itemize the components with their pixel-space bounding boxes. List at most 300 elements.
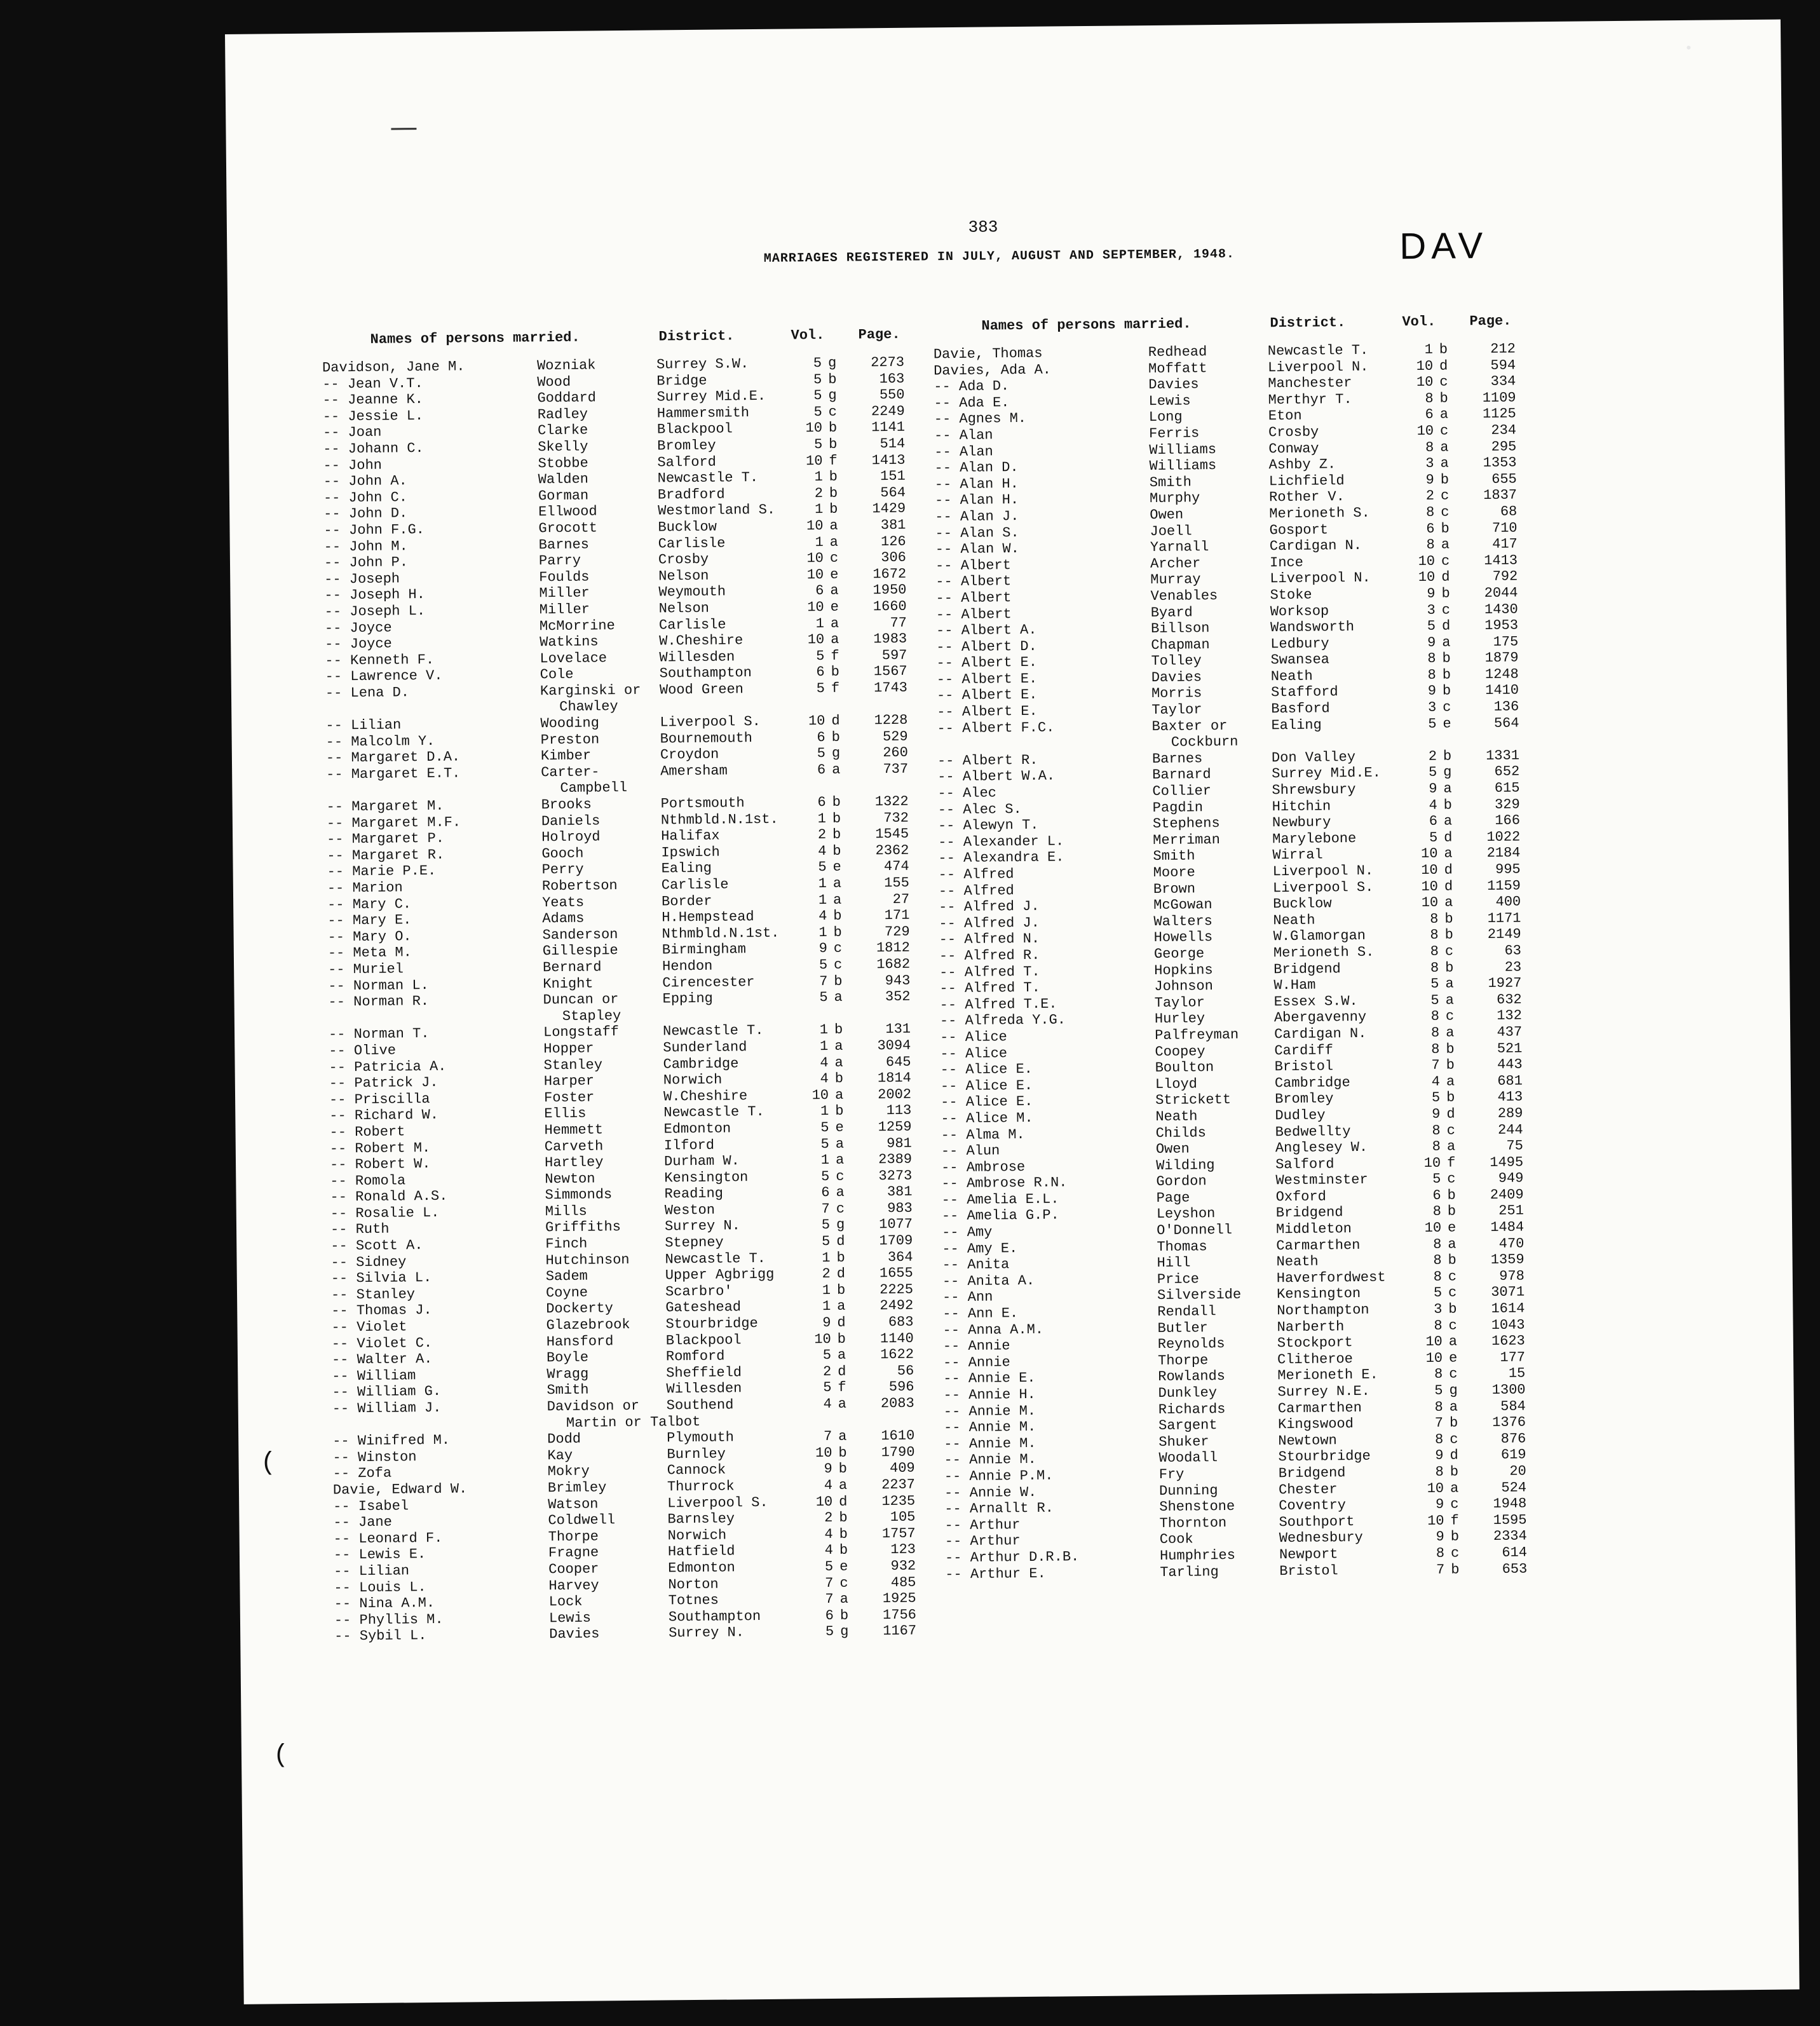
entry-page: 1948 <box>1493 1495 1527 1513</box>
entry-spouse: Lock <box>548 1593 583 1610</box>
entry-district: Newcastle T. <box>657 470 759 487</box>
entry-name: -- Albert <box>935 573 1012 590</box>
entry-district: Eton <box>1268 408 1302 425</box>
entry-vol: 7 <box>819 973 828 989</box>
entry-district: Don Valley <box>1271 749 1356 766</box>
entry-vol: 6 <box>815 583 824 599</box>
entry-spouse: Murphy <box>1149 490 1200 507</box>
entry-name: -- Alexandra E. <box>938 849 1064 867</box>
entry-page: 978 <box>1499 1268 1525 1284</box>
entry-name: -- Robert M. <box>329 1139 431 1157</box>
entry-page: 123 <box>890 1542 916 1558</box>
entry-district: Anglesey W. <box>1275 1139 1368 1157</box>
entry-vol-letter: c <box>833 956 843 973</box>
entry-vol-letter: e <box>835 1119 844 1136</box>
entry-spouse: Carter- <box>541 764 600 781</box>
entry-vol-letter: a <box>836 1185 845 1201</box>
entry-vol: 7 <box>821 1200 830 1217</box>
entry-page: 2389 <box>878 1151 913 1168</box>
entry-district: Cardigan N. <box>1269 537 1362 555</box>
entry-vol-letter: b <box>1447 1203 1457 1220</box>
entry-vol: 5 <box>821 1234 831 1250</box>
entry-district: Ealing <box>1271 717 1322 733</box>
entry-name: -- Arthur <box>944 1533 1021 1550</box>
entry-page: 1125 <box>1482 405 1516 423</box>
entry-page: 20 <box>1509 1463 1526 1479</box>
entry-vol: 8 <box>1430 911 1439 927</box>
entry-page: 876 <box>1500 1431 1526 1447</box>
entry-page: 443 <box>1497 1056 1523 1073</box>
entry-spouse: Page <box>1156 1190 1190 1206</box>
entry-vol: 7 <box>825 1591 834 1608</box>
entry-vol: 8 <box>1433 1236 1442 1253</box>
entry-district: Chester <box>1278 1481 1338 1498</box>
margin-mark: ( <box>273 1741 289 1770</box>
entry-district: Cannock <box>667 1462 726 1479</box>
entry-vol-letter: a <box>1444 894 1453 911</box>
entry-vol: 5 <box>1434 1382 1443 1399</box>
entry-spouse: Barnes <box>1151 751 1203 767</box>
entry-spouse: Lloyd <box>1155 1076 1198 1092</box>
entry-district: Bristol <box>1279 1562 1338 1579</box>
entry-page: 792 <box>1492 568 1518 585</box>
entry-vol-letter: c <box>1444 943 1454 960</box>
entry-vol-letter: b <box>1442 667 1451 683</box>
entry-page: 1790 <box>881 1444 915 1460</box>
entry-name: -- Marie P.E. <box>327 863 437 880</box>
entry-district: Ipswich <box>661 844 720 861</box>
entry-district: Burnley <box>667 1446 726 1463</box>
entry-spouse: Smith <box>1149 474 1192 491</box>
entry-name: -- Albert W.A. <box>937 768 1056 785</box>
entry-vol: 10 <box>806 550 824 567</box>
entry-vol-letter: a <box>838 1396 847 1412</box>
entry-vol-letter: b <box>839 1607 849 1624</box>
entry-vol: 6 <box>817 794 826 811</box>
entry-vol-letter: f <box>829 452 838 469</box>
entry-page: 1322 <box>874 793 909 810</box>
header-vol: Vol. <box>1402 313 1436 330</box>
entry-name: -- Norman T. <box>329 1026 430 1043</box>
entry-spouse: Thornton <box>1159 1514 1227 1532</box>
entry-vol: 10 <box>807 599 824 616</box>
entry-page: 1353 <box>1483 454 1517 472</box>
entry-district: Cambridge <box>1274 1074 1350 1091</box>
entry-vol-letter: b <box>839 1526 848 1542</box>
entry-district: Oxford <box>1275 1188 1326 1206</box>
entry-page: 1757 <box>881 1525 916 1542</box>
entry-name: -- Leonard F. <box>333 1530 443 1547</box>
entry-spouse: Bernard <box>543 959 602 976</box>
entry-page: 212 <box>1490 341 1516 357</box>
entry-name: -- Alfred T.E. <box>939 996 1057 1014</box>
entry-vol-letter: c <box>1441 504 1450 520</box>
entry-name: -- Albert E. <box>936 687 1038 704</box>
entry-page: 234 <box>1491 422 1517 439</box>
entry-district: Swansea <box>1270 651 1330 669</box>
entry-spouse: Wragg <box>547 1366 589 1383</box>
entry-vol-letter: b <box>835 1103 844 1120</box>
entry-spouse: Morris <box>1151 685 1202 702</box>
entry-name: -- Alun <box>941 1143 1000 1160</box>
entry-page: 710 <box>1491 520 1518 536</box>
entry-vol-letter: b <box>1443 748 1452 765</box>
entry-vol-letter: a <box>1444 845 1453 862</box>
entry-page: 615 <box>1494 780 1520 796</box>
entry-vol-letter: a <box>834 1054 843 1071</box>
entry-page: 1622 <box>880 1346 914 1363</box>
entry-spouse: Glazebrook <box>546 1317 630 1334</box>
entry-page: 529 <box>882 728 908 745</box>
entry-spouse: Cooper <box>548 1561 599 1578</box>
entry-page: 1484 <box>1490 1219 1525 1236</box>
entry-vol-letter: b <box>1442 683 1451 700</box>
entry-name: -- Alec S. <box>937 801 1022 818</box>
entry-district: Bristol <box>1274 1058 1334 1075</box>
entry-spouse: Redhead <box>1148 344 1207 361</box>
entry-district: Birmingham <box>662 941 747 958</box>
entry-district: Hatfield <box>667 1543 735 1560</box>
entry-vol: 5 <box>820 1136 829 1152</box>
register-page <box>225 20 1800 2004</box>
entry-vol-letter: f <box>1450 1513 1459 1529</box>
entry-vol-letter: a <box>837 1298 846 1315</box>
entry-name: -- Zofa <box>332 1465 392 1482</box>
entry-page: 1682 <box>876 956 911 973</box>
entry-district: Norwich <box>663 1071 723 1089</box>
entry-vol: 1 <box>820 1103 829 1120</box>
entry-vol: 8 <box>1434 1399 1443 1415</box>
entry-name: -- Alice M. <box>941 1110 1033 1127</box>
entry-district: Weymouth <box>658 583 726 601</box>
entry-spouse: Coldwell <box>548 1512 616 1529</box>
entry-spouse: Gooch <box>541 845 584 862</box>
entry-district: Bridge <box>656 372 707 390</box>
entry-page: 1171 <box>1487 910 1521 927</box>
entry-name: -- Louis L. <box>334 1579 426 1596</box>
entry-district: Coventry <box>1279 1497 1347 1514</box>
entry-district: Liverpool N. <box>1270 570 1371 587</box>
entry-district: Plymouth <box>667 1429 734 1446</box>
entry-district: Croydon <box>660 746 719 763</box>
entry-vol-letter: a <box>834 989 843 1006</box>
entry-vol: 10 <box>1416 423 1434 439</box>
entry-vol: 10 <box>815 1493 833 1510</box>
entry-vol: 9 <box>1435 1448 1444 1464</box>
entry-vol-letter: b <box>839 1509 848 1526</box>
entry-district: Neath <box>1273 912 1315 929</box>
entry-spouse: Harper <box>543 1073 595 1090</box>
entry-name: -- Marion <box>327 880 403 897</box>
entry-vol-letter: d <box>836 1233 845 1249</box>
entry-spouse: Hopkins <box>1154 962 1213 979</box>
entry-vol: 4 <box>818 843 827 859</box>
entry-spouse-continuation: Cockburn <box>1171 733 1239 751</box>
entry-district: Ledbury <box>1270 636 1329 652</box>
entry-name: -- Silvia L. <box>330 1270 432 1287</box>
entry-vol-letter: c <box>1439 423 1449 439</box>
entry-spouse: Chapman <box>1151 636 1210 653</box>
entry-district: Southampton <box>668 1608 761 1626</box>
entry-vol-letter: a <box>837 1347 846 1364</box>
entry-name: -- Annie W. <box>944 1484 1037 1501</box>
entry-page: 15 <box>1508 1365 1526 1382</box>
entry-page: 1235 <box>881 1493 916 1509</box>
entry-vol: 5 <box>824 1558 834 1575</box>
entry-page: 995 <box>1495 861 1521 878</box>
entry-district: Salford <box>1275 1156 1334 1173</box>
entry-vol: 8 <box>1425 504 1435 520</box>
entry-spouse: Hartley <box>544 1154 604 1171</box>
entry-vol: 9 <box>822 1314 831 1331</box>
entry-spouse: McMorrine <box>539 617 615 634</box>
entry-name: -- William <box>332 1368 416 1385</box>
entry-vol-letter: b <box>1449 1415 1458 1431</box>
entry-vol-letter: g <box>836 1217 845 1234</box>
entry-page: 1812 <box>876 940 910 956</box>
entry-name: -- Alan W. <box>935 541 1019 558</box>
entry-district: Newcastle T. <box>663 1104 764 1121</box>
entry-vol-letter: b <box>1450 1464 1459 1480</box>
entry-vol-letter: b <box>833 924 842 941</box>
entry-vol-letter: a <box>830 583 839 599</box>
entry-vol: 6 <box>1429 813 1438 830</box>
entry-vol: 5 <box>1430 992 1439 1009</box>
entry-name: -- Albert R. <box>937 752 1038 770</box>
entry-vol: 6 <box>817 761 826 778</box>
entry-spouse: Preston <box>540 731 600 748</box>
entry-vol-letter: e <box>1447 1220 1457 1236</box>
entry-vol-letter: b <box>829 468 838 486</box>
entry-page: 1413 <box>871 452 906 468</box>
entry-name: -- Arthur D.R.B. <box>944 1549 1080 1567</box>
entry-spouse: Barnes <box>538 536 590 553</box>
entry-vol-letter: a <box>1441 536 1450 553</box>
entry-vol: 7 <box>823 1429 832 1445</box>
entry-vol: 1 <box>819 1022 829 1038</box>
entry-page: 1248 <box>1484 666 1519 683</box>
entry-vol-letter: b <box>1439 341 1448 358</box>
entry-vol: 9 <box>1429 780 1437 797</box>
entry-spouse: Karginski or <box>540 682 641 700</box>
entry-name: -- Johann C. <box>323 440 424 458</box>
entry-page: 1077 <box>879 1216 913 1233</box>
entry-district: Neath <box>1270 668 1313 685</box>
entry-vol-letter: c <box>1445 1008 1455 1024</box>
entry-vol-letter: c <box>1443 699 1451 716</box>
entry-district: W.Glamorgan <box>1273 928 1366 945</box>
entry-vol: 9 <box>1427 585 1436 602</box>
entry-page: 2083 <box>880 1395 914 1412</box>
entry-name: -- Margaret M.F. <box>326 814 461 832</box>
entry-page: 596 <box>888 1379 914 1396</box>
entry-vol-letter: c <box>1447 1171 1456 1187</box>
entry-name: -- Arthur <box>944 1516 1021 1533</box>
entry-vol-letter: d <box>1439 358 1448 374</box>
entry-vol-letter: b <box>1442 650 1451 667</box>
entry-page: 295 <box>1491 439 1517 455</box>
entry-spouse: Archer <box>1150 555 1201 572</box>
entry-spouse: Joell <box>1150 522 1192 540</box>
entry-spouse: Johnson <box>1154 978 1213 995</box>
entry-district: Liverpool N. <box>1267 358 1369 376</box>
entry-district: Gosport <box>1269 521 1329 538</box>
entry-page: 1983 <box>873 630 907 648</box>
entry-vol: 6 <box>817 729 825 745</box>
entry-district: Barnsley <box>667 1511 735 1528</box>
entry-spouse: Duncan or <box>543 991 619 1009</box>
entry-vol: 2 <box>822 1363 832 1380</box>
entry-vol-letter: d <box>837 1314 846 1331</box>
entry-vol-letter: b <box>1440 472 1450 488</box>
entry-page: 1141 <box>871 419 906 436</box>
entry-district: Hitchin <box>1272 798 1331 815</box>
entry-page: 584 <box>1500 1398 1526 1415</box>
entry-vol: 5 <box>822 1347 832 1364</box>
entry-page: 1140 <box>879 1330 914 1347</box>
entry-vol: 8 <box>1434 1317 1443 1334</box>
entry-spouse: Coyne <box>545 1284 588 1302</box>
entry-district: Stepney <box>665 1234 724 1251</box>
entry-name: -- Alan <box>934 443 993 460</box>
entry-spouse: Leyshon <box>1156 1206 1216 1223</box>
entry-name: -- Malcolm Y. <box>325 733 435 751</box>
entry-page: 132 <box>1497 1007 1523 1024</box>
entry-district: Northampton <box>1277 1302 1369 1319</box>
entry-page: 737 <box>883 761 909 777</box>
entry-district: W.Cheshire <box>663 1087 748 1105</box>
entry-vol: 10 <box>806 566 824 583</box>
entry-vol: 4 <box>824 1542 834 1559</box>
entry-name: -- Ann E. <box>942 1305 1019 1322</box>
paper-mark <box>391 128 416 130</box>
entry-district: Sunderland <box>663 1039 747 1056</box>
entry-district: Weston <box>664 1202 716 1219</box>
entry-district: Carmarthen <box>1277 1399 1362 1417</box>
entry-page: 2002 <box>878 1086 912 1103</box>
entry-spouse: Hill <box>1157 1254 1191 1272</box>
entry-vol: 4 <box>820 1071 829 1087</box>
entry-vol-letter: a <box>1450 1480 1459 1497</box>
entry-district: Merioneth S. <box>1273 944 1375 962</box>
entry-vol-letter: a <box>1443 780 1452 797</box>
entry-district: Carlisle <box>658 616 726 633</box>
entry-spouse: Pagdin <box>1152 799 1204 816</box>
entry-spouse: Davies <box>1148 376 1199 393</box>
entry-district: Bucklow <box>658 519 717 536</box>
entry-spouse: Mills <box>545 1203 587 1220</box>
entry-spouse-continuation: Stapley <box>562 1007 621 1024</box>
entry-spouse: Wooding <box>540 715 599 732</box>
entry-page: 329 <box>1494 796 1520 813</box>
entry-spouse: Newton <box>545 1171 595 1187</box>
entry-page: 652 <box>1494 763 1520 780</box>
entry-name: -- Violet <box>331 1319 407 1336</box>
entry-spouse: Simmonds <box>545 1186 613 1204</box>
entry-spouse: Smith <box>1153 848 1195 865</box>
entry-district: Newcastle T. <box>665 1250 766 1268</box>
entry-page: 1925 <box>882 1590 916 1607</box>
entry-name: -- Albert A. <box>935 622 1037 639</box>
entry-district: Stockport <box>1277 1335 1353 1352</box>
entry-name: -- Arnallt R. <box>944 1500 1054 1518</box>
entry-vol-letter: a <box>1443 813 1453 829</box>
entry-vol: 8 <box>1425 390 1434 407</box>
entry-vol-letter: c <box>1450 1545 1460 1561</box>
entry-name: -- Mary O. <box>327 928 412 946</box>
entry-vol-letter: d <box>1441 618 1451 634</box>
entry-name: -- Alfred J. <box>939 914 1040 932</box>
entry-vol-letter: d <box>839 1493 848 1510</box>
entry-vol: 10 <box>807 632 825 648</box>
entry-spouse: Collier <box>1152 783 1212 800</box>
entry-spouse: Gorman <box>538 487 589 505</box>
entry-vol: 5 <box>818 956 828 974</box>
entry-vol-letter: b <box>1448 1252 1457 1268</box>
entry-page: 381 <box>886 1183 913 1200</box>
entry-vol-letter: b <box>1450 1528 1460 1545</box>
entry-district: Neath <box>1276 1253 1319 1270</box>
entry-vol: 8 <box>1433 1252 1442 1269</box>
entry-vol-letter: b <box>1446 1089 1455 1106</box>
entry-vol: 1 <box>822 1249 831 1266</box>
entry-page: 3094 <box>877 1037 911 1054</box>
entry-name: -- Amy <box>942 1224 993 1241</box>
entry-page: 1660 <box>873 598 907 615</box>
entry-page: 1376 <box>1492 1414 1526 1431</box>
entry-spouse: Reynolds <box>1157 1336 1225 1353</box>
entry-name: -- Ada D. <box>934 378 1010 395</box>
entry-page: 981 <box>886 1135 912 1152</box>
entry-vol-letter: c <box>1448 1317 1457 1334</box>
entry-name: -- Annie M. <box>944 1452 1036 1469</box>
entry-vol: 10 <box>1425 1333 1443 1350</box>
entry-district: Wirral <box>1272 846 1323 864</box>
entry-spouse: Ellis <box>544 1105 587 1122</box>
entry-name: -- Annie E. <box>943 1370 1036 1387</box>
entry-district: Bridgend <box>1278 1465 1346 1482</box>
entry-vol-letter: a <box>1446 1138 1456 1155</box>
entry-name: Davie, Thomas <box>933 345 1043 363</box>
entry-district: Sheffield <box>666 1364 742 1382</box>
entry-vol-letter: a <box>832 892 842 908</box>
entry-spouse: Moffatt <box>1148 360 1207 377</box>
entry-page: 655 <box>1491 471 1517 487</box>
entry-district: Essex S.W. <box>1273 993 1358 1010</box>
entry-page: 550 <box>879 386 905 404</box>
entry-name: -- Winston <box>332 1448 417 1466</box>
entry-vol: 1 <box>818 924 827 941</box>
entry-name: -- Jean V.T. <box>322 375 423 393</box>
entry-spouse: Palfreyman <box>1155 1026 1239 1044</box>
entry-district: W.Ham <box>1273 977 1316 994</box>
entry-page: 1167 <box>883 1622 917 1640</box>
entry-district: Kensington <box>664 1169 749 1186</box>
entry-vol: 6 <box>1426 520 1435 537</box>
entry-name: -- Kenneth F. <box>325 651 435 669</box>
entry-vol: 4 <box>824 1526 833 1542</box>
entry-vol: 10 <box>806 517 824 534</box>
entry-spouse: Taylor <box>1151 702 1202 719</box>
entry-name: -- Jane <box>333 1514 393 1531</box>
entry-page: 564 <box>1493 715 1519 731</box>
entry-district: Edmonton <box>668 1560 735 1577</box>
entry-spouse: Davies <box>1151 669 1202 686</box>
entry-vol: 4 <box>1429 797 1437 813</box>
entry-spouse: Stephens <box>1152 815 1220 833</box>
entry-page: 2225 <box>879 1281 914 1298</box>
entry-vol: 10 <box>1427 1480 1444 1497</box>
